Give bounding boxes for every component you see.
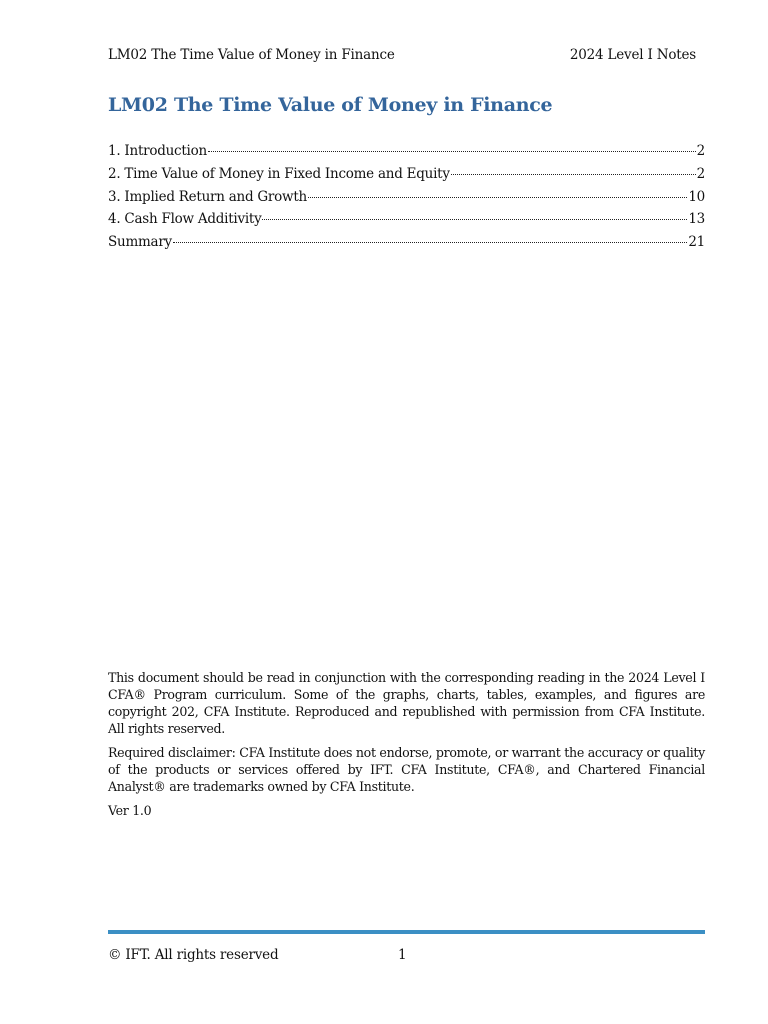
toc-dot-leader bbox=[451, 174, 696, 175]
disclaimer-paragraph: Required disclaimer: CFA Institute does not endorse, promote, or warrant the accuracy or quality of the products or services offered by IFT. CFA Institute, CFA®, and Chartered Financial Analyst® are trademarks owned by CFA Institute. bbox=[108, 745, 705, 794]
toc-entry-cash-flow-additivity[interactable] bbox=[108, 211, 705, 234]
table-of-contents bbox=[108, 143, 705, 257]
toc-entry-label: 4. Cash Flow Additivity bbox=[108, 211, 262, 228]
toc-entry-label: 3. Implied Return and Growth bbox=[108, 188, 307, 205]
running-header bbox=[108, 47, 696, 63]
toc-entry-label: 2. Time Value of Money in Fixed Income and Equity bbox=[108, 165, 450, 182]
document-page bbox=[108, 0, 705, 1024]
header-right-text: 2024 Level I Notes bbox=[569, 47, 696, 63]
toc-dot-leader bbox=[208, 151, 696, 152]
toc-entry-page: 13 bbox=[688, 211, 705, 228]
toc-entry-label: 1. Introduction bbox=[108, 143, 207, 159]
toc-entry-fixed-income-equity[interactable] bbox=[108, 166, 705, 189]
toc-entry-page: 2 bbox=[696, 165, 705, 182]
toc-entry-label: Summary bbox=[108, 234, 172, 251]
header-left-text: LM02 The Time Value of Money in Finance bbox=[108, 47, 395, 63]
footer-page-number: 1 bbox=[398, 947, 407, 963]
toc-dot-leader bbox=[173, 242, 687, 243]
toc-entry-page: 21 bbox=[688, 234, 705, 251]
toc-entry-page: 2 bbox=[696, 143, 705, 159]
toc-entry-implied-return[interactable] bbox=[108, 189, 705, 212]
footer-divider bbox=[108, 930, 705, 934]
version-label: Ver 1.0 bbox=[108, 803, 152, 818]
document-title: LM02 The Time Value of Money in Finance bbox=[108, 94, 553, 116]
curriculum-notice-paragraph: This document should be read in conjunction with the corresponding reading in the 2024 Level I CFA® Program curriculum. Some of the graphs, charts, tables, examples, and figures are copyright 202, CFA Institute. Reproduced and republished with permission from CFA Institute. All rights reserved. bbox=[108, 670, 705, 736]
copyright-notice bbox=[108, 669, 705, 826]
toc-dot-leader bbox=[308, 197, 687, 198]
toc-entry-summary[interactable] bbox=[108, 234, 705, 257]
toc-dot-leader bbox=[262, 219, 687, 220]
toc-entry-page: 10 bbox=[688, 188, 705, 205]
toc-entry-introduction[interactable] bbox=[108, 143, 705, 166]
footer-copyright: © IFT. All rights reserved bbox=[108, 947, 279, 963]
